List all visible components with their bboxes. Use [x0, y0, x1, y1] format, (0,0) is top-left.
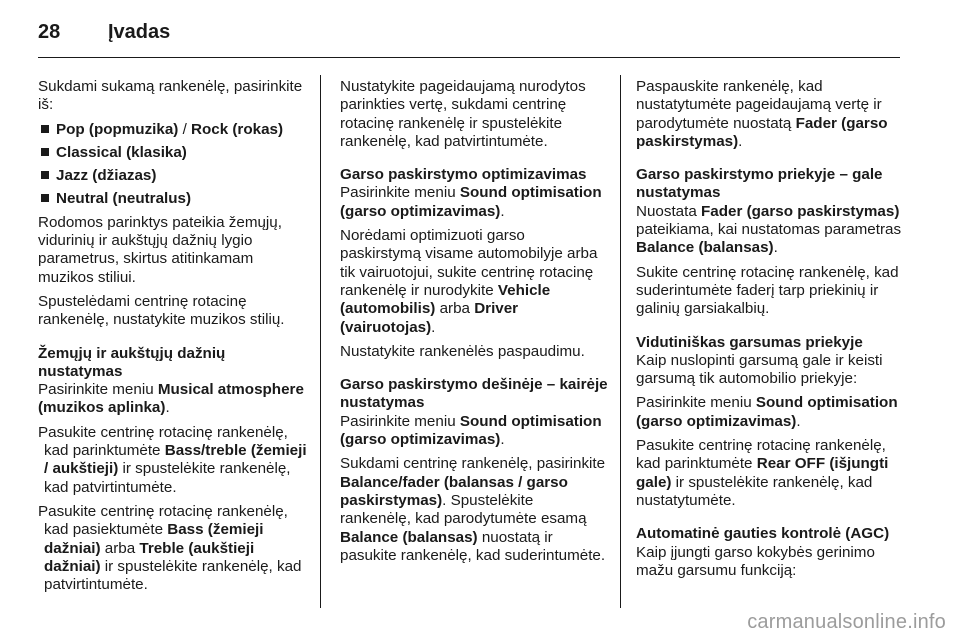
paragraph: Paspauskite rankenėlę, kad nustatytumėte pageidaujamą vertę ir parodytumėte nuostatą Fader (garso paskirstymas). — [636, 78, 888, 150]
header-rule — [38, 57, 900, 58]
paragraph: Nustatykite pageidaujamą nurodytos parinkties vertę, sukdami centrinę rotacinę rankenėlę ir spustelėkite rankenėlę, kad patvirtintumėte. — [340, 78, 586, 150]
paragraph: Pasirinkite meniu Sound optimisation (garso optimizavimas). — [636, 394, 898, 430]
list-item: Neutral (neutralus) — [38, 190, 308, 208]
paragraph: Nustatykite rankenėlės paspaudimu. — [340, 342, 585, 360]
list-item: Pop (popmuzika) / Rock (rokas) — [38, 121, 308, 139]
list-item: Jazz (džiazas) — [38, 167, 308, 185]
column-divider — [320, 75, 321, 608]
page-header — [0, 0, 960, 60]
paragraph: Pasukite centrinę rotacinę rankenėlę, kad parinktumėte Bass/treble (žemieji / aukštieji) ir spustelėkite rankenėlę, kad patvirtintumėte. — [38, 423, 307, 496]
column-divider — [620, 75, 621, 608]
page-number: 28 — [38, 21, 61, 43]
bullet-icon — [41, 148, 49, 156]
column-2 — [340, 78, 608, 571]
paragraph: Spustelėdami centrinę rotacinę rankenėlę, nustatykite muzikos stilių. — [38, 292, 285, 329]
paragraph: Nuostata Fader (garso paskirstymas) pateikiama, kai nustatomas parametras Balance (balansas). — [636, 202, 902, 257]
paragraph: Norėdami optimizuoti garso paskirstymą visame automobilyje arba tik vairuotojui, sukite centrinę rotacinę rankenėlę ir nurodykite Vehicle (automobilis) arba Driver (vairuotojas). — [340, 227, 598, 336]
column-1 — [38, 78, 308, 600]
bullet-icon — [41, 194, 49, 202]
watermark: carmanualsonline.info — [747, 611, 946, 633]
subheading: Garso paskirstymo priekyje – gale nustatymas — [636, 166, 883, 202]
subheading: Vidutiniškas garsumas priekyje — [636, 333, 863, 351]
section-title: Įvadas — [108, 21, 171, 43]
subheading: Žemųjų ir aukštųjų dažnių nustatymas — [38, 344, 226, 380]
subheading: Garso paskirstymo optimizavimas — [340, 166, 587, 184]
paragraph: Pasukite centrinę rotacinę rankenėlę, kad parinktumėte Rear OFF (išjungti gale) ir spustelėkite rankenėlę, kad nustatytumėte. — [636, 437, 889, 509]
subheading: Automatinė gauties kontrolė (AGC) — [636, 525, 890, 543]
bullet-icon — [41, 171, 49, 179]
paragraph: Pasukite centrinę rotacinę rankenėlę, kad pasiektumėte Bass (žemieji dažniai) arba Treble (aukštieji dažniai) ir spustelėkite rankenėlę, kad patvirtintumėte. — [38, 502, 302, 594]
paragraph: Pasirinkite meniu Musical atmosphere (muzikos aplinka). — [38, 381, 304, 417]
column-3 — [636, 78, 904, 586]
paragraph: Kaip įjungti garso kokybės gerinimo mažu garsumu funkciją: — [636, 543, 875, 579]
bullet-icon — [41, 125, 49, 133]
paragraph: Kaip nuslopinti garsumą gale ir keisti garsumą tik automobilio priekyje: — [636, 351, 883, 388]
intro-text: Sukdami sukamą rankenėlę, pasirinkite iš: — [38, 78, 303, 114]
paragraph: Sukite centrinę rotacinę rankenėlę, kad suderintumėte faderį tarp priekinių ir galinių garsiakalbių. — [636, 263, 899, 318]
paragraph: Rodomos parinktys pateikia žemųjų, vidurinių ir aukštųjų dažnių lygio parametrus, skirtus atitinkamam muzikos stiliui. — [38, 213, 282, 286]
paragraph: Sukdami centrinę rankenėlę, pasirinkite Balance/fader (balansas / garso paskirstymas). Spustelėkite rankenėlę, kad parodytumėte esamą Balance (balansas) nuostatą ir pasukite rankenėlę, kad suderintumėte. — [340, 455, 606, 564]
paragraph: Pasirinkite meniu Sound optimisation (garso optimizavimas). — [340, 184, 602, 220]
paragraph: Pasirinkite meniu Sound optimisation (garso optimizavimas). — [340, 412, 602, 449]
list-item: Classical (klasika) — [38, 144, 308, 162]
subheading: Garso paskirstymo dešinėje – kairėje nustatymas — [340, 376, 608, 412]
